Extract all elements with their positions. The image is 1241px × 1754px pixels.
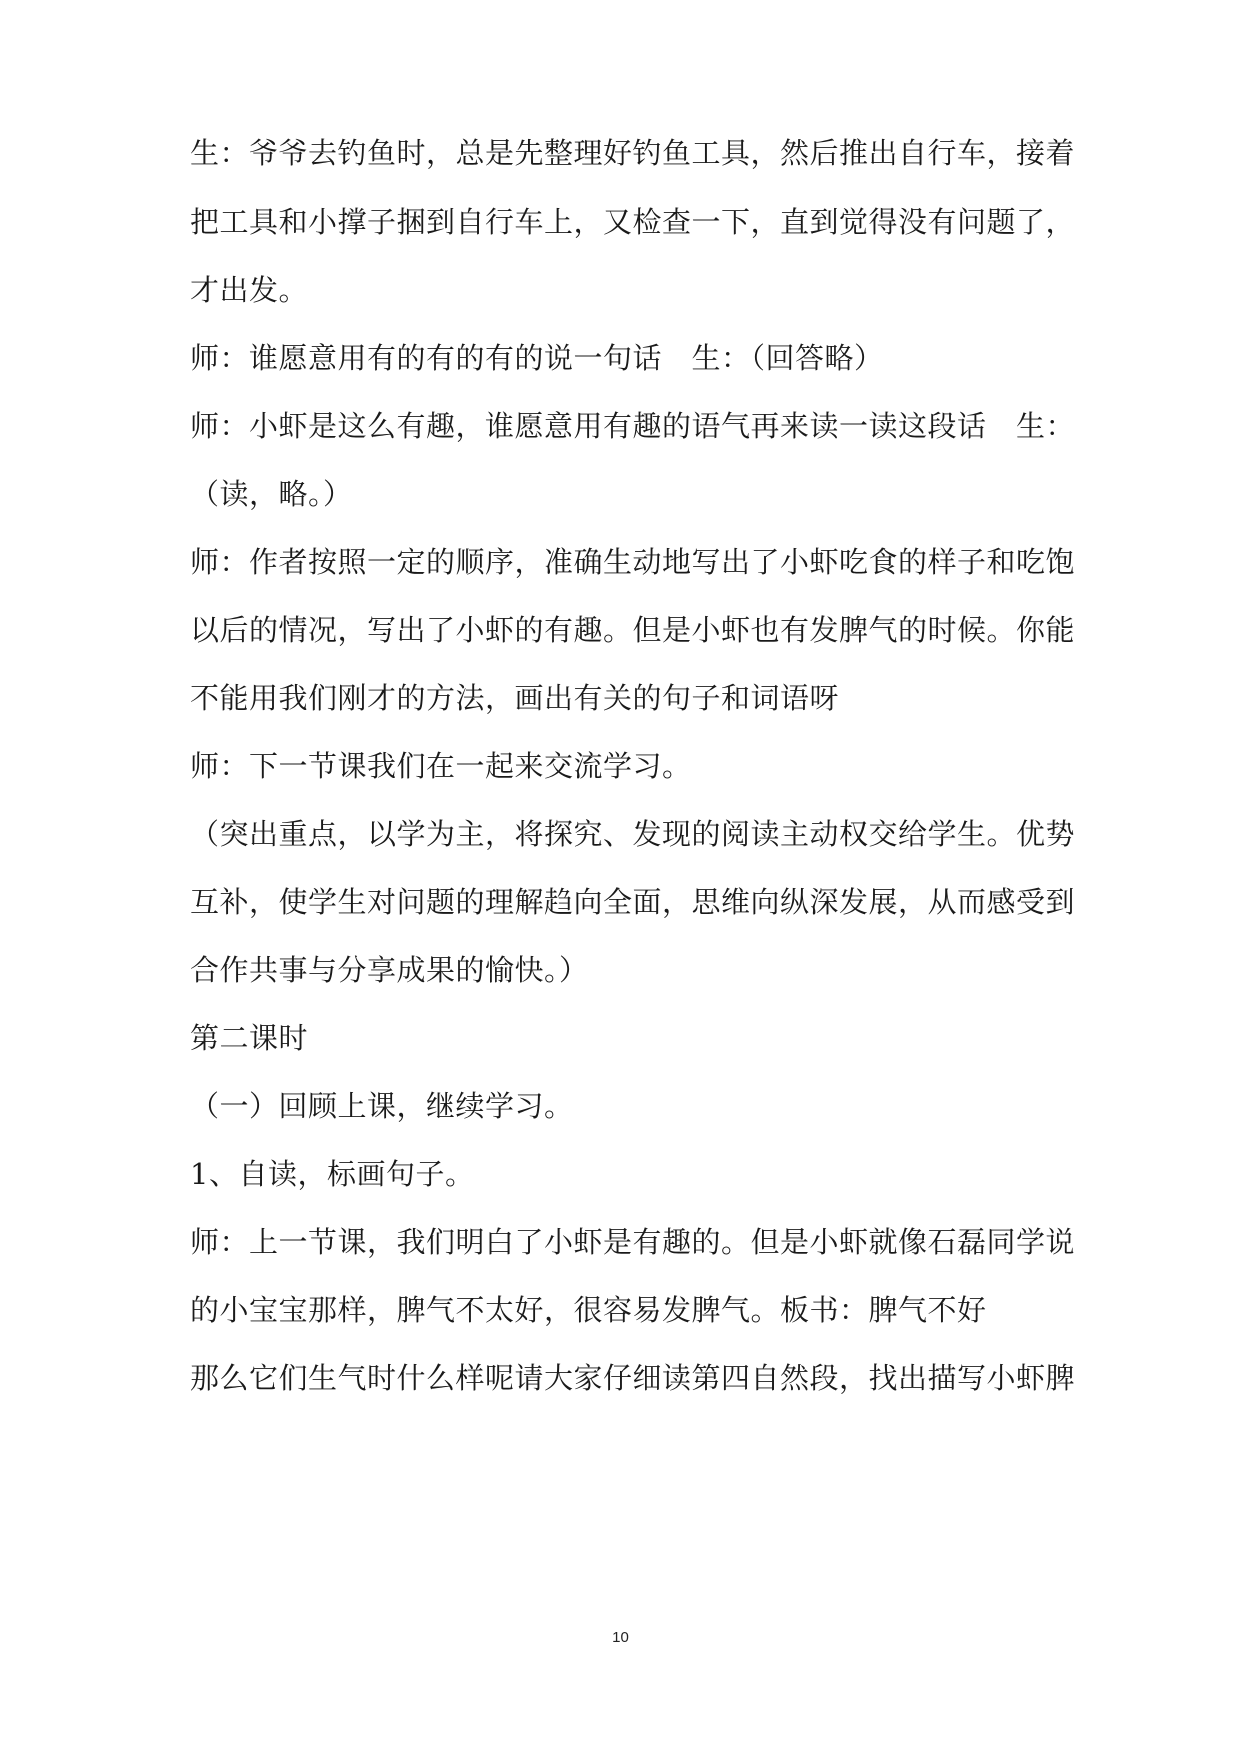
text-line: 1、自读，标画句子。 [190,1157,475,1191]
text-line: （突出重点，以学为主，将探究、发现的阅读主动权交给学生。优势 [190,817,1076,851]
text-line: 合作共事与分享成果的愉快。） [190,953,589,987]
text-line: （一）回顾上课，继续学习。 [190,1089,574,1123]
text-line: 师：上一节课，我们明白了小虾是有趣的。但是小虾就像石磊同学说 [190,1225,1076,1259]
text-line: 以后的情况，写出了小虾的有趣。但是小虾也有发脾气的时候。你能 [190,613,1076,647]
text-line: 的小宝宝那样，脾气不太好，很容易发脾气。板书：脾气不好 [190,1293,987,1327]
page-number: 10 [612,1629,629,1646]
text-line: 生：爷爷去钓鱼时，总是先整理好钓鱼工具，然后推出自行车，接着 [190,136,1076,170]
text-line: 师：谁愿意用有的有的有的说一句话 生：（回答略） [190,341,884,375]
text-line: 才出发。 [190,273,309,307]
text-line: 那么它们生气时什么样呢请大家仔细读第四自然段，找出描写小虾脾 [190,1361,1076,1395]
text-line: 师：小虾是这么有趣，谁愿意用有趣的语气再来读一读这段话 生： [190,409,1076,443]
text-line: 师：下一节课我们在一起来交流学习。 [190,749,692,783]
text-line: 师：作者按照一定的顺序，准确生动地写出了小虾吃食的样子和吃饱 [190,545,1076,579]
section-heading: 第二课时 [190,1021,309,1055]
text-line: （读，略。） [190,477,353,511]
text-line: 互补，使学生对问题的理解趋向全面，思维向纵深发展，从而感受到 [190,885,1076,919]
text-line: 不能用我们刚才的方法，画出有关的句子和词语呀 [190,681,840,715]
text-line: 把工具和小撑子捆到自行车上，又检查一下，直到觉得没有问题了， [190,205,1076,239]
